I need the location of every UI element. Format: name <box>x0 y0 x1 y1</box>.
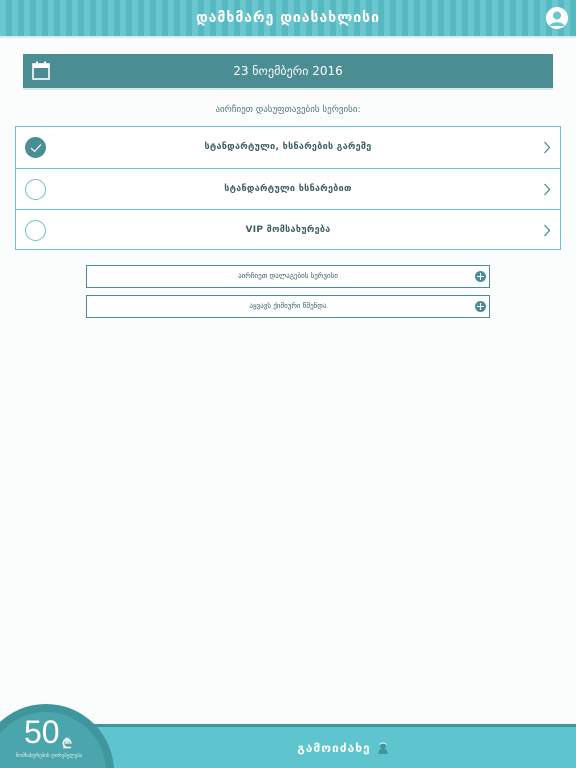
order-button[interactable] <box>110 727 576 768</box>
plus-icon[interactable] <box>475 271 486 282</box>
date-bar[interactable] <box>23 54 553 88</box>
extra-button-label: აყვავს ქიმიური წმენდა <box>249 302 327 310</box>
order-button-label: გამოიძახე <box>297 740 371 755</box>
radio-unchecked-icon[interactable] <box>25 179 46 200</box>
app-title: დამხმარე დიასახლისი <box>196 10 380 26</box>
currency-symbol: ₾ <box>62 737 73 752</box>
service-option-standard-no-solutions[interactable] <box>16 127 560 168</box>
chevron-right-icon <box>543 141 551 154</box>
top-bar <box>0 0 576 36</box>
service-option-label: სტანდარტული ხსნარებით <box>224 184 352 194</box>
dry-cleaning-button[interactable] <box>86 295 490 318</box>
service-section-label: აირჩიეთ დასუფთავების სერვისი: <box>215 105 361 115</box>
service-option-standard-with-solutions[interactable] <box>16 168 560 209</box>
service-option-label: VIP მომსახურება <box>245 225 331 235</box>
plus-icon[interactable] <box>475 301 486 312</box>
service-option-vip[interactable] <box>16 209 560 249</box>
maid-icon <box>377 742 389 754</box>
selected-date[interactable]: 23 ნოემბერი 2016 <box>233 64 343 78</box>
chevron-right-icon <box>543 183 551 196</box>
user-icon[interactable] <box>546 7 568 29</box>
radio-checked-icon[interactable] <box>25 137 46 158</box>
chevron-right-icon <box>543 224 551 237</box>
header-divider <box>0 36 576 38</box>
service-option-label: სტანდარტული, ხსნარების გარეშე <box>204 142 372 152</box>
price-value: 50 <box>24 714 60 750</box>
service-options <box>15 126 561 250</box>
extra-button-label: აირჩიეთ დალაგების სერვისი <box>238 272 338 280</box>
radio-unchecked-icon[interactable] <box>25 220 46 241</box>
choose-cleaning-service-button[interactable] <box>86 265 490 288</box>
price-caption: მომსახურების ღირებულება <box>15 753 83 759</box>
